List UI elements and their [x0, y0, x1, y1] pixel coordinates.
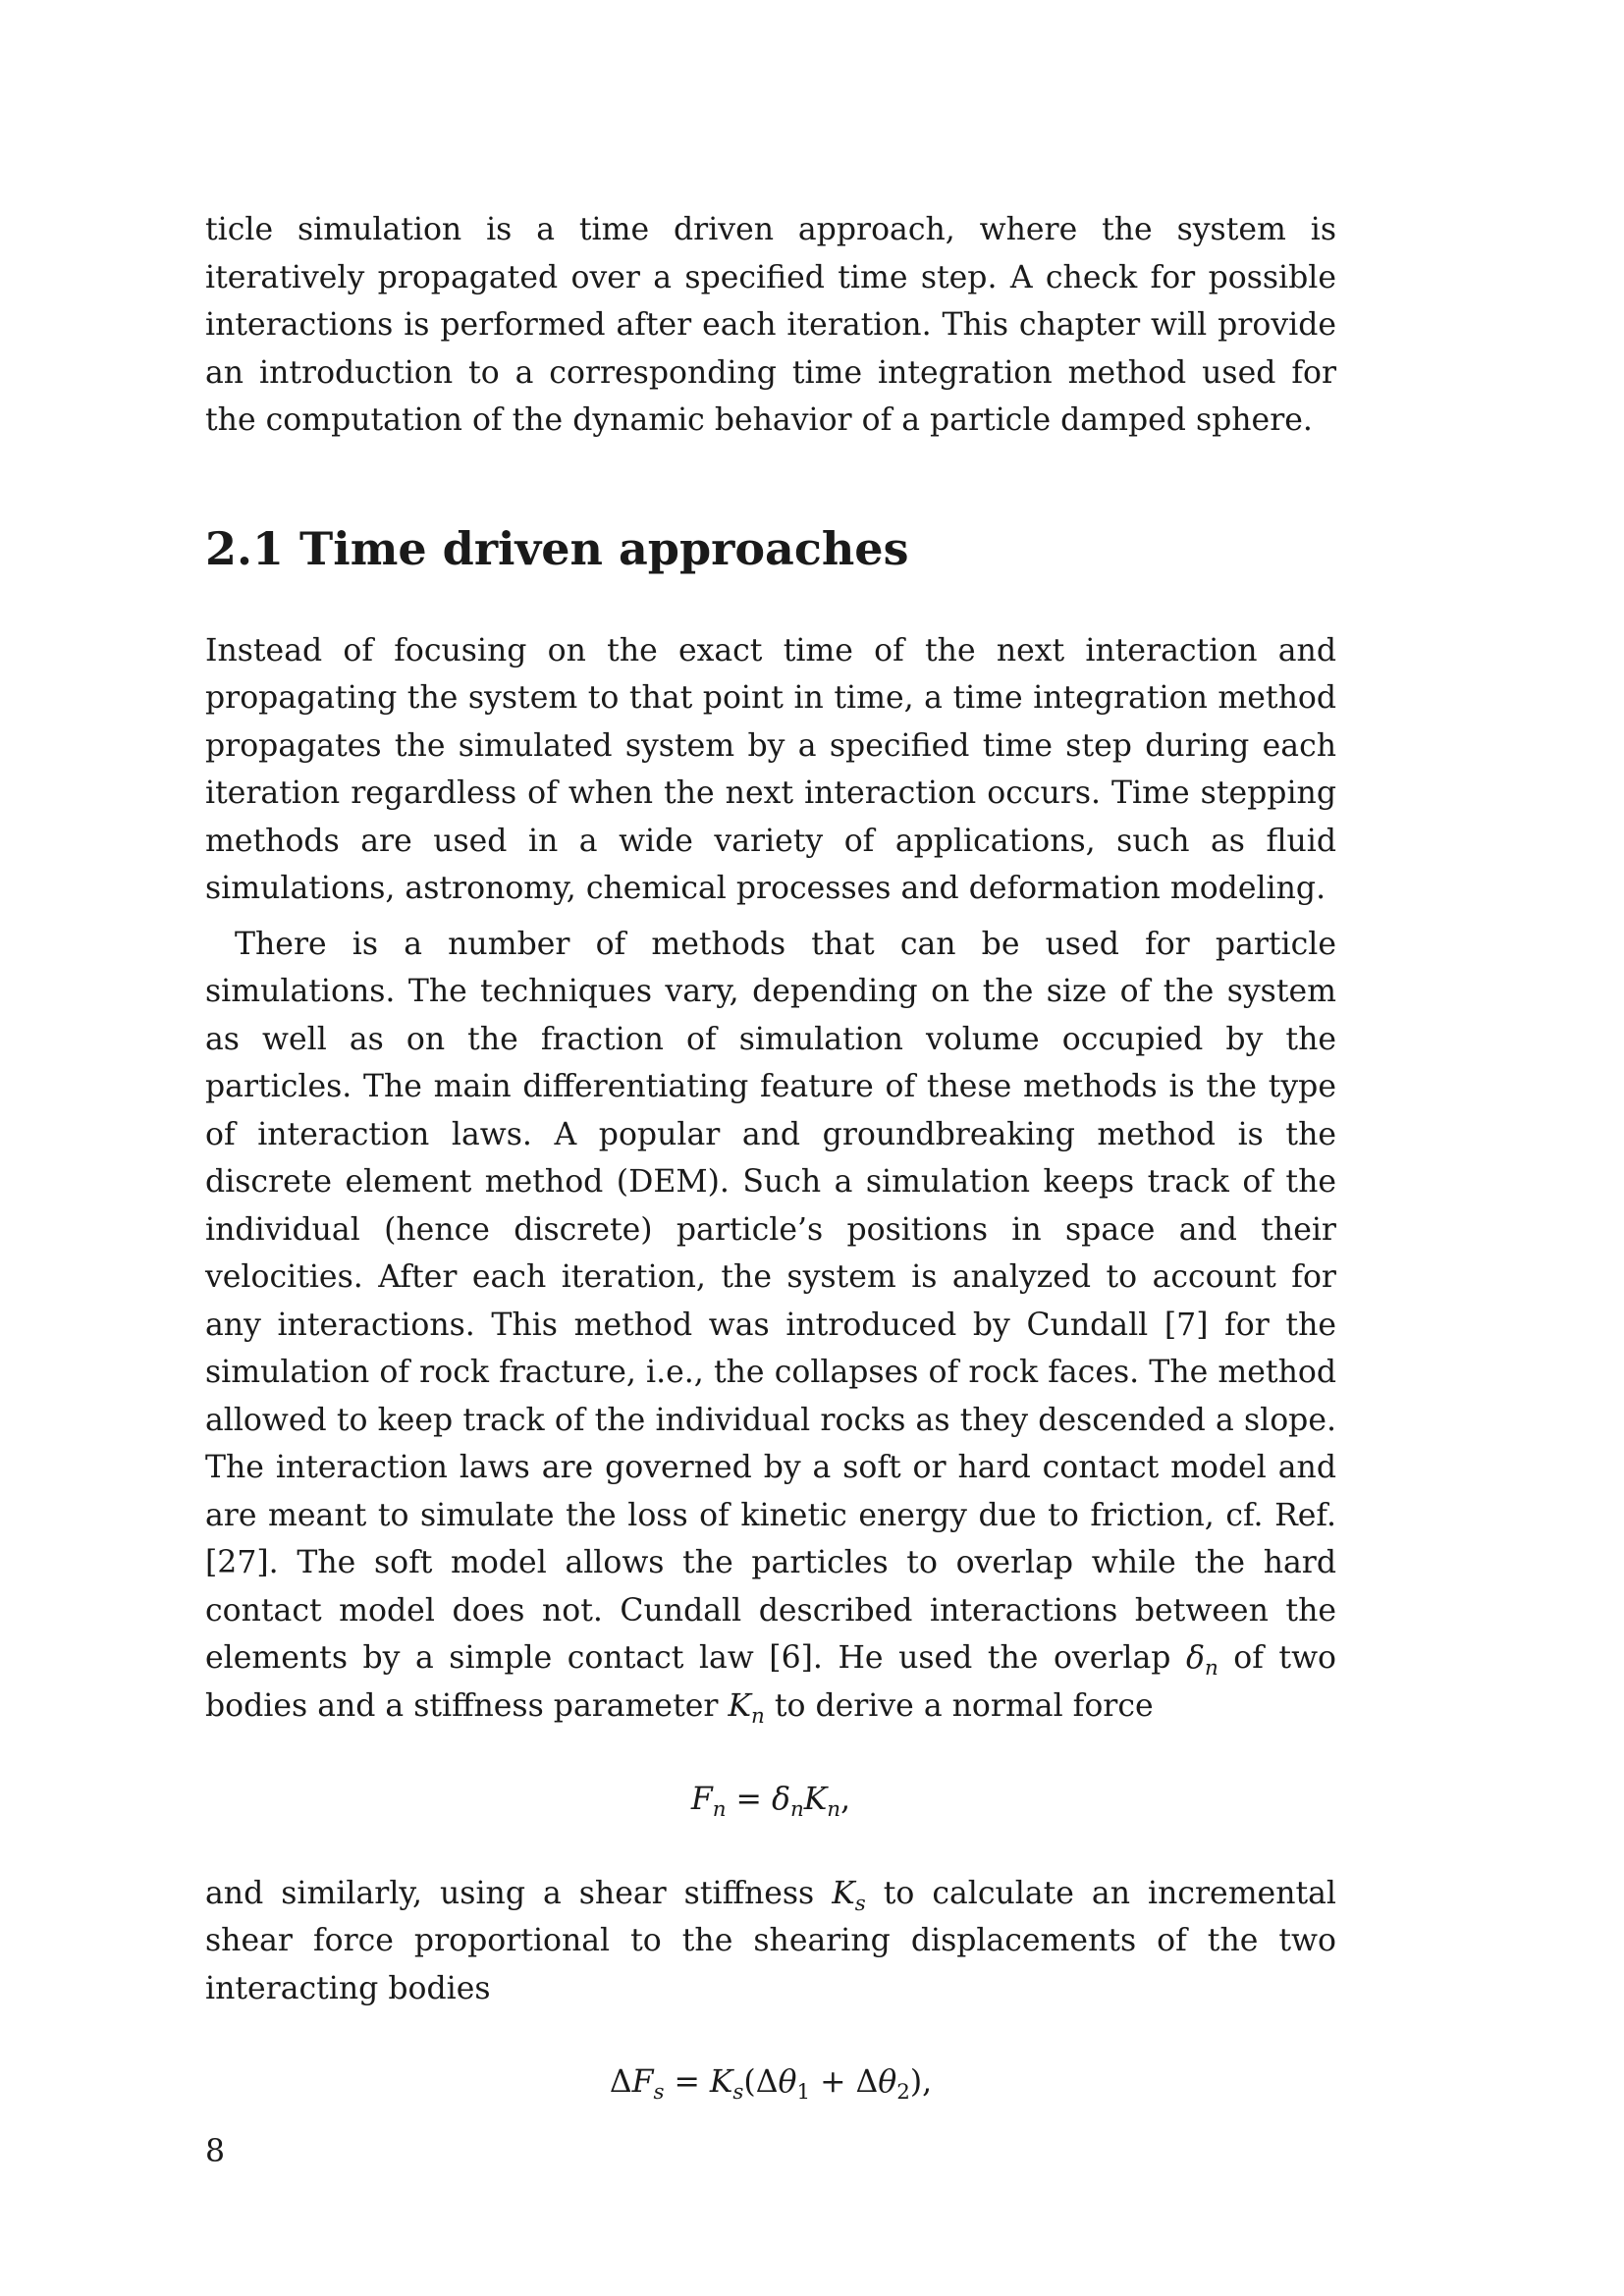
symbol-delta-n: $\delta_n$: [1185, 1640, 1218, 1681]
section-title: Time driven approaches: [299, 521, 909, 575]
page-number: 8: [205, 2134, 226, 2169]
shear-text-a: and similarly, using a shear stiffness: [205, 1875, 815, 1911]
paragraph-time-stepping: Instead of focusing on the exact time of the next interaction and propagating the system to that point in time, a time integration method propagates the simulated system by a specified time step during each iteration regardless of when the next interaction occurs. Time stepping methods are used in a wide variety of applications, such as fluid simulations, astronomy, chemical processes and deformation modeling.: [205, 632, 1336, 906]
paragraph-shear: [205, 1870, 1336, 2013]
equation-shear-force: $\Delta F_s = K_s(\Delta\theta_1 + \Delta\theta_2)$,: [609, 2064, 933, 2105]
section-number: 2.1: [205, 521, 285, 575]
dem-text-a: There is a number of methods that can be used for particle simulations. The techniques vary, depending on the size of the system as well as on the fraction of simulation volume occupied by the particles. The main differentiating feature of these methods is the type of interaction laws. A popular and groundbreaking method is the discrete element method (DEM). Such a simulation keeps track of the individual (hence discrete) particle’s positions in space and their velocities. After each iteration, the system is analyzed to account for any interactions. This method was introduced by Cundall [7] for the simulation of rock fracture, i.e., the collapses of rock faces. The method allowed to keep track of the individual rocks as they descended a slope. The interaction laws are governed by a soft or hard contact model and are meant to simulate the loss of kinetic energy due to friction, cf. Ref. [27]. The soft model allows the particles to overlap while the hard contact model does not. Cundall described interactions between the elements by a simple contact law [6]. He used the overlap: [205, 926, 1336, 1676]
dem-text-b: of two bodies and a stiffness parameter: [205, 1640, 1337, 1724]
symbol-k-s: $K_s$: [832, 1875, 866, 1916]
equation-normal-force: $F_n = \delta_nK_n$,: [690, 1782, 851, 1822]
shear-text-b: to calculate an incremental shear force proportional to the shearing displacements of the two interacting bodies: [205, 1875, 1337, 2006]
paragraph-dem: [205, 921, 1336, 1731]
symbol-k-n: $K_n$: [728, 1687, 765, 1729]
section-heading: [205, 521, 1336, 576]
page-body: [205, 206, 1336, 2153]
paragraph-intro: ticle simulation is a time driven approach, where the system is iteratively propagated over a specified time step. A check for possible interactions is performed after each iteration. This chapter will provide an introduction to a corresponding time integration method used for the computation of the dynamic behavior of a particle damped sphere.: [205, 212, 1336, 438]
dem-text-c: to derive a normal force: [774, 1687, 1154, 1724]
